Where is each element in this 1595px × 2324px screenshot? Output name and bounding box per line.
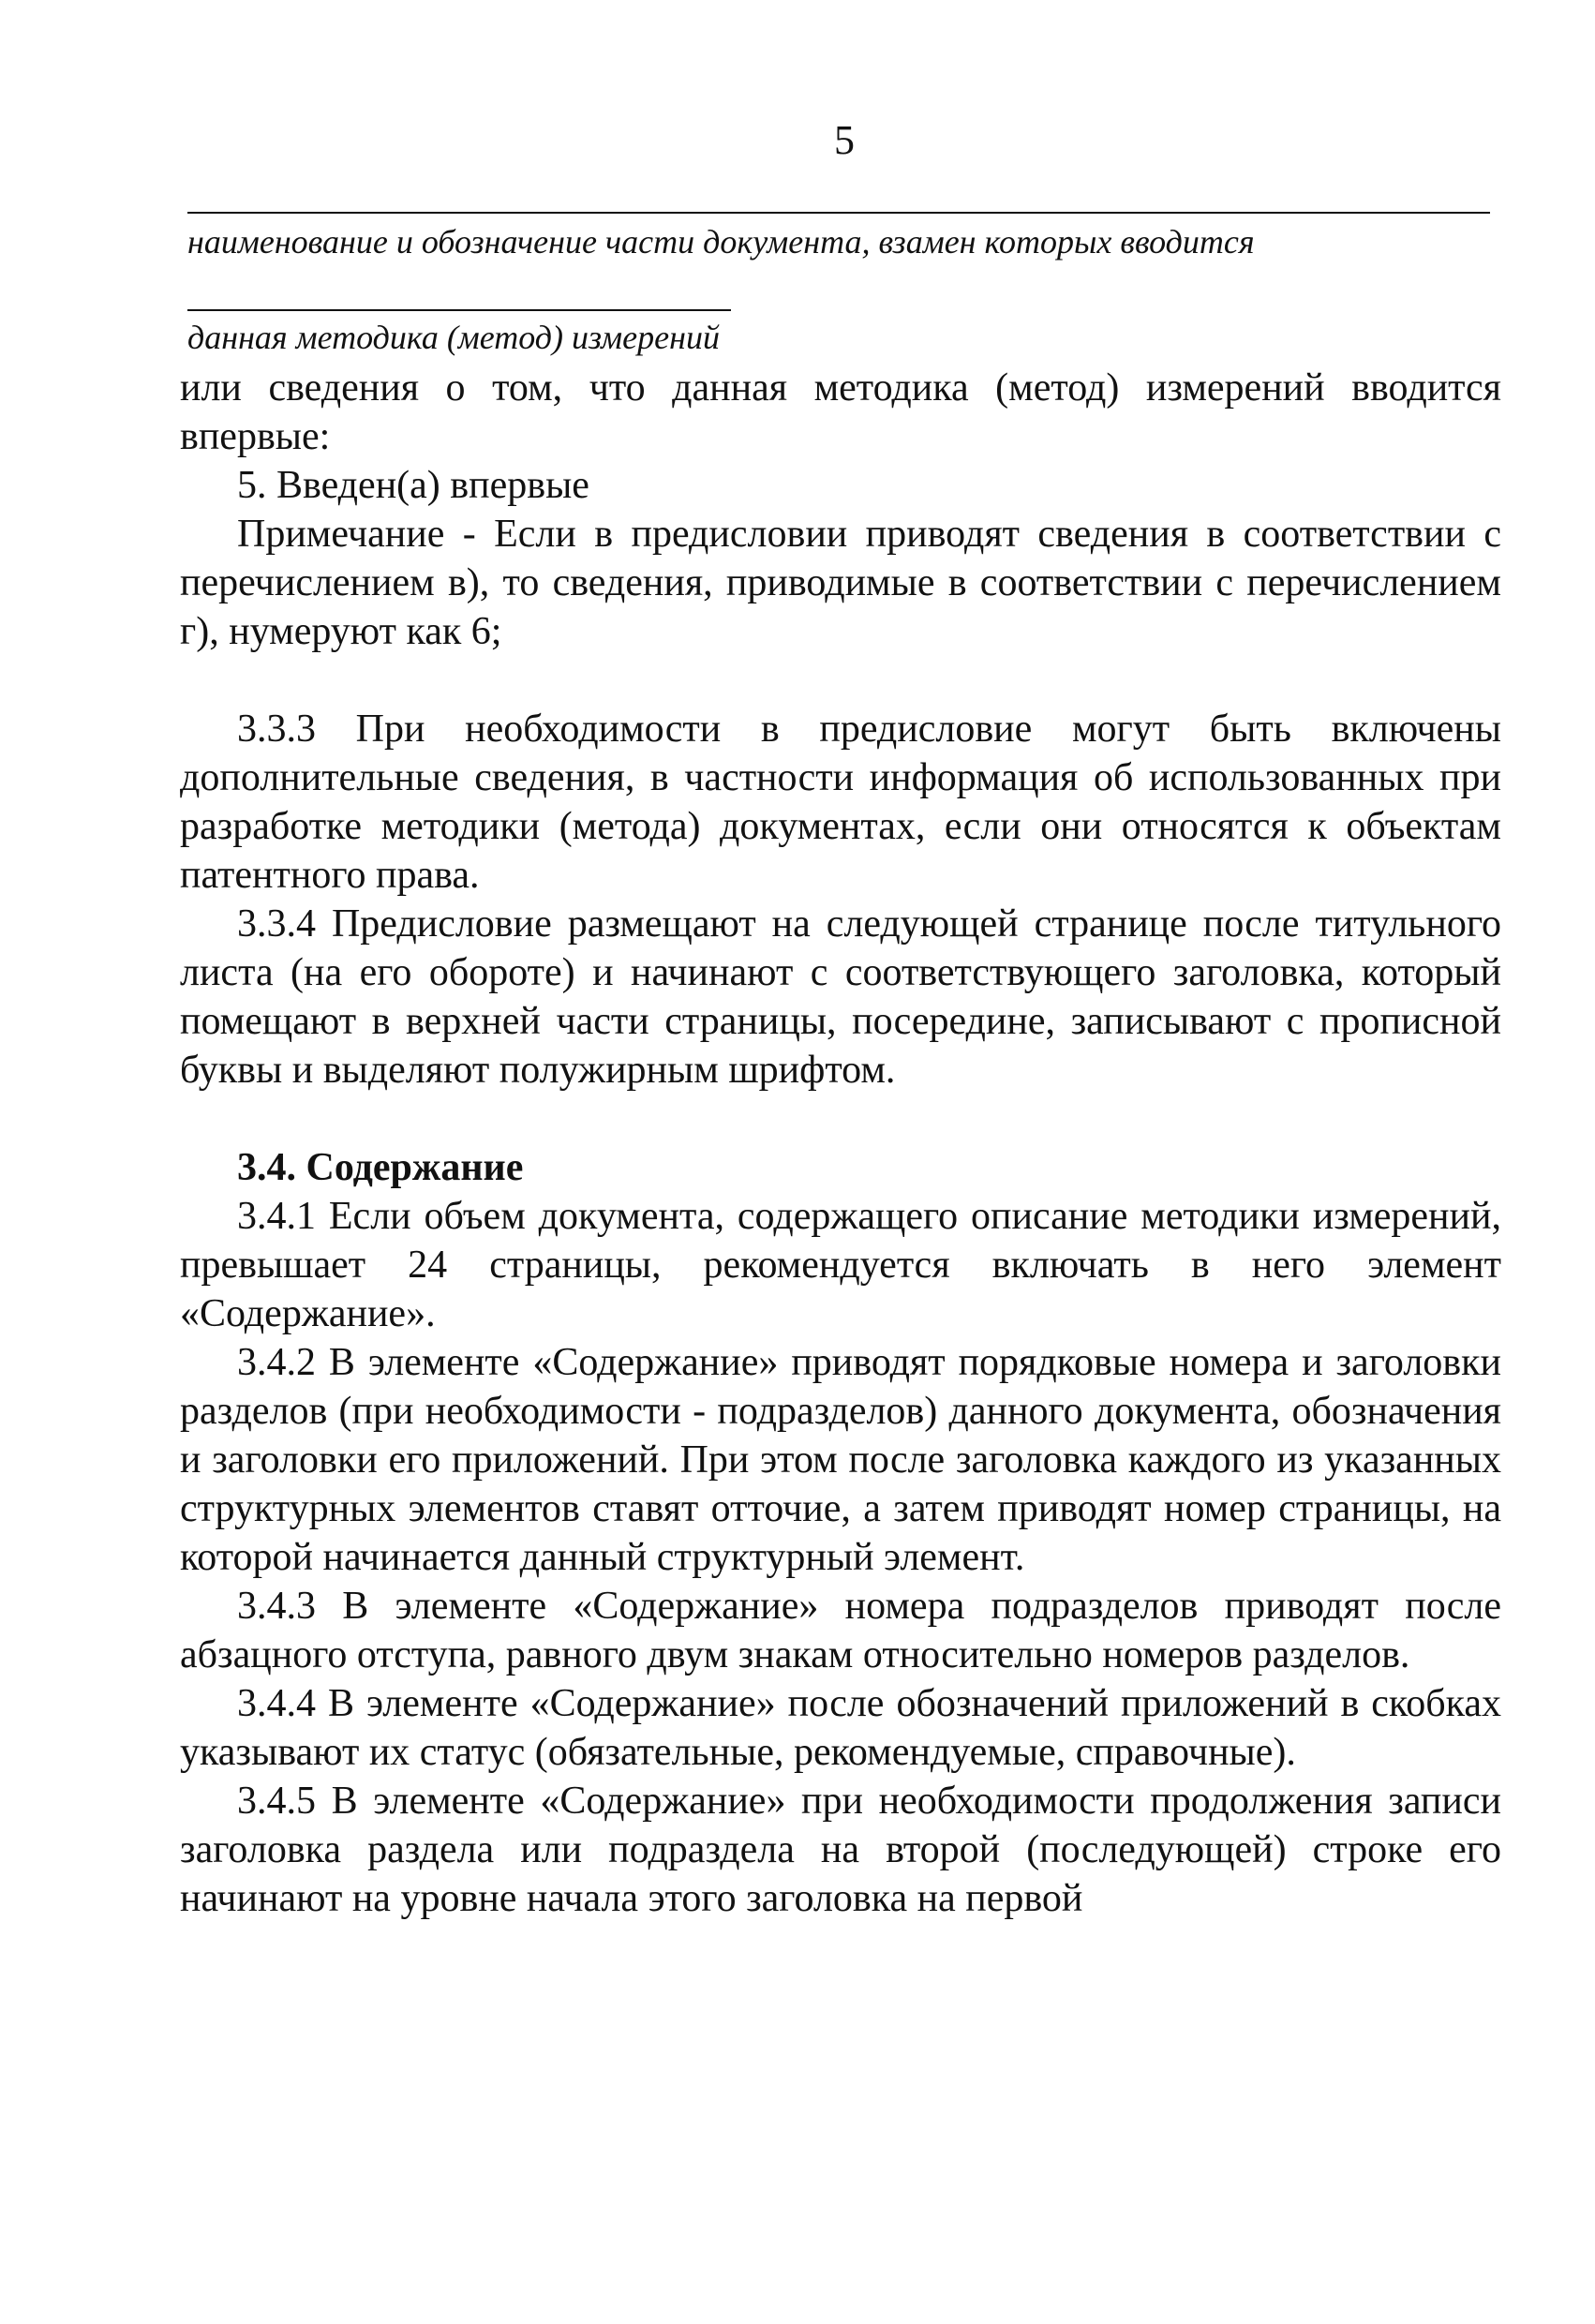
paragraph-3-4-1: 3.4.1 Если объем документа, содержащего описание методики измерений, превышает 24 страницы, рекомендуется включать в него элемент «Содержание». xyxy=(180,1195,1501,1335)
paragraph-3-4-2: 3.4.2 В элементе «Содержание» приводят порядковые номера и заголовки разделов (при необходимости - подразделов) данного документа, обозначения и заголовки его приложений. При этом после заголовка каждого из указанных структурных элементов ставят отточие, а затем приводят номер страницы, на которой начинается данный структурный элемент. xyxy=(180,1341,1501,1579)
form-line-short xyxy=(187,309,731,311)
paragraph-intro: или сведения о том, что данная методика (метод) измерений вводится впервые: xyxy=(180,366,1501,458)
paragraph-3-3-3: 3.3.3 При необходимости в предисловие могут быть включены дополнительные сведения, в частности информация об использованных при разработке методики (метода) документах, если они относятся к объектам патентного права. xyxy=(180,708,1501,897)
section-heading-contents: 3.4. Содержание xyxy=(237,1146,524,1189)
form-caption-line-1: наименование и обозначение части документа, взамен которых вводится xyxy=(187,223,1255,261)
paragraph-note: Примечание - Если в предисловии приводят сведения в соответствии с перечислением в), то сведения, приводимые в соответствии с перечислением г), нумеруют как 6; xyxy=(180,513,1501,653)
document-body xyxy=(180,364,1501,1923)
paragraph-3-4-4: 3.4.4 В элементе «Содержание» после обозначений приложений в скобках указывают их статус (обязательные, рекомендуемые, справочные). xyxy=(180,1682,1501,1774)
paragraph-3-3-4: 3.3.4 Предисловие размещают на следующей странице после титульного листа (на его обороте) и начинают с соответствующего заголовка, который помещают в верхней части страницы, посередине, записывают с прописной буквы и выделяют полужирным шрифтом. xyxy=(180,902,1501,1092)
form-caption-line-2: данная методика (метод) измерений xyxy=(187,319,720,356)
page-number: 5 xyxy=(834,117,855,163)
form-line-top xyxy=(187,212,1490,214)
paragraph-3-4-3: 3.4.3 В элементе «Содержание» номера подразделов приводят после абзацного отступа, равного двум знакам относительно номеров разделов. xyxy=(180,1585,1501,1676)
paragraph-item-5: 5. Введен(а) впервые xyxy=(237,464,589,507)
paragraph-3-4-5: 3.4.5 В элементе «Содержание» при необходимости продолжения записи заголовка раздела или подраздела на второй (последующей) строке его начинают на уровне начала этого заголовка на первой xyxy=(180,1780,1501,1920)
